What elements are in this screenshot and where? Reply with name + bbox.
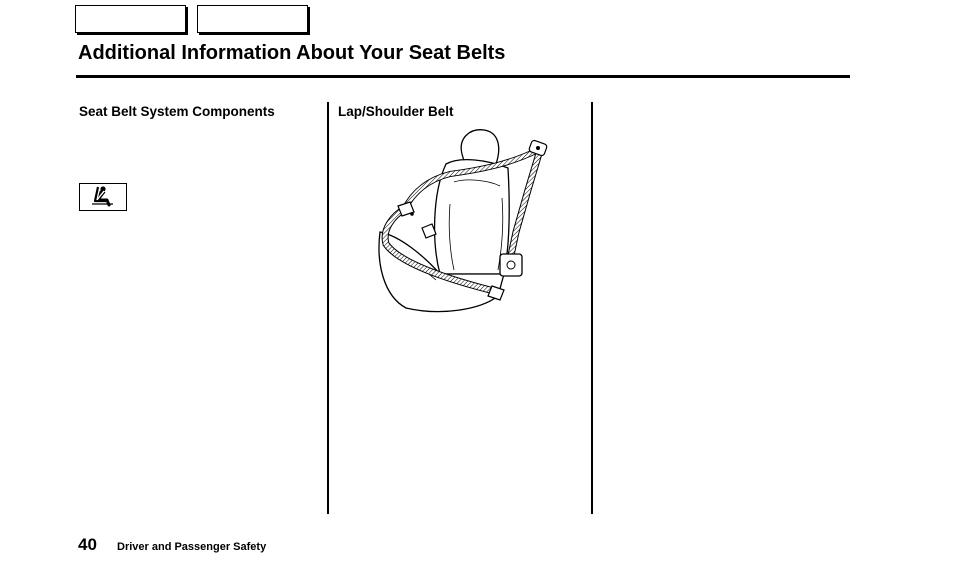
page-title: Additional Information About Your Seat Belts [78,42,506,64]
title-rule [76,75,850,78]
footer-section-title: Driver and Passenger Safety [117,541,267,553]
column-divider-1 [327,102,329,514]
section-heading-components: Seat Belt System Components [79,104,275,119]
seat-belt-reminder-icon [79,183,127,211]
section-heading-lap-shoulder-belt: Lap/Shoulder Belt [338,104,454,119]
nav-tab-2[interactable] [197,5,308,33]
lap-shoulder-belt-illustration [370,124,560,316]
page-number: 40 [78,535,97,554]
column-divider-2 [591,102,593,514]
nav-tab-1[interactable] [75,5,186,33]
